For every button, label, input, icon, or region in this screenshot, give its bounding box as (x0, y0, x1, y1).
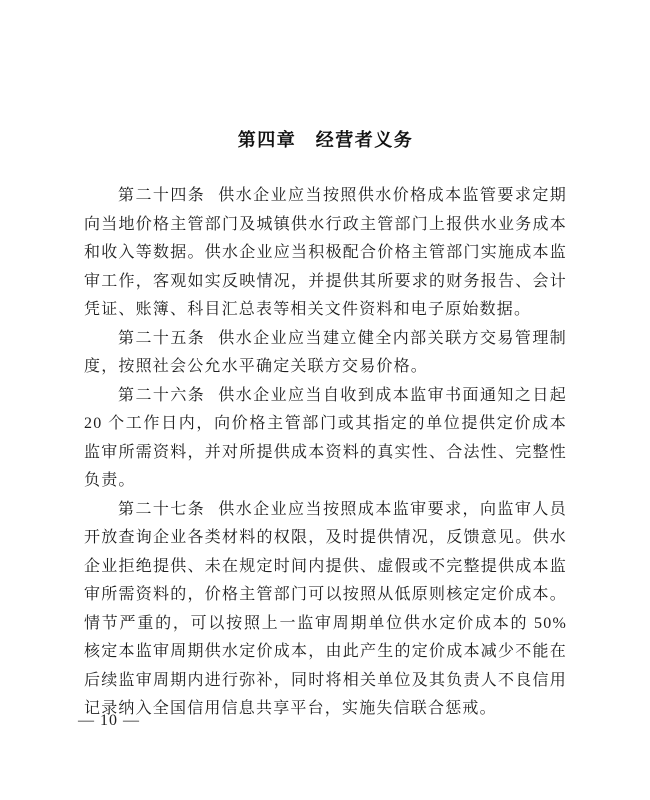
article-24-number: 第二十四条 (118, 187, 206, 204)
article-paragraph-24 (84, 182, 567, 325)
page-number: — 10 — (78, 712, 140, 729)
article-paragraph-25 (84, 325, 567, 382)
article-27-text: 供水企业应当按照成本监审要求，向监审人员开放查询企业各类材料的权限，及时提供情况，反馈意见。供水企业拒绝提供、未在规定时间内提供、虚假或不完整提供成本监审所需资料的，价格主管部门可以按照从低原则核定定价成本。情节严重的，可以按照上一监审周期单位供水定价成本的 50%核定本监审周期供水定价成本，由此产生的定价成本减少不能在后续监审周期内进行弥补，同时将相关单位及其负责人不良信用记录纳入全国信用信息共享平台，实施失信联合惩戒。 (84, 500, 567, 717)
chapter-title: 第四章 经营者义务 (237, 130, 414, 150)
article-25-text: 供水企业应当建立健全内部关联方交易管理制度，按照社会公允水平确定关联方交易价格。 (84, 329, 567, 375)
article-25-number: 第二十五条 (118, 329, 206, 347)
article-paragraph-26 (84, 382, 567, 496)
article-24-text: 供水企业应当按照供水价格成本监管要求定期向当地价格主管部门及城镇供水行政主管部门上报供水业务成本和收入等数据。供水企业应当积极配合价格主管部门实施成本监审工作，客观如实反映情况，并提供其所要求的财务报告、会计凭证、账簿、科目汇总表等相关文件资料和电子原始数据。 (84, 187, 567, 318)
article-26-text: 供水企业应当自收到成本监审书面通知之日起 20 个工作日内，向价格主管部门或其指定的单位提供定价成本监审所需资料，并对所提供成本资料的真实性、合法性、完整性负责。 (84, 386, 567, 489)
page-content (84, 126, 567, 724)
article-27-number: 第二十七条 (118, 500, 206, 518)
article-26-number: 第二十六条 (118, 386, 206, 404)
article-paragraph-27 (84, 496, 567, 724)
